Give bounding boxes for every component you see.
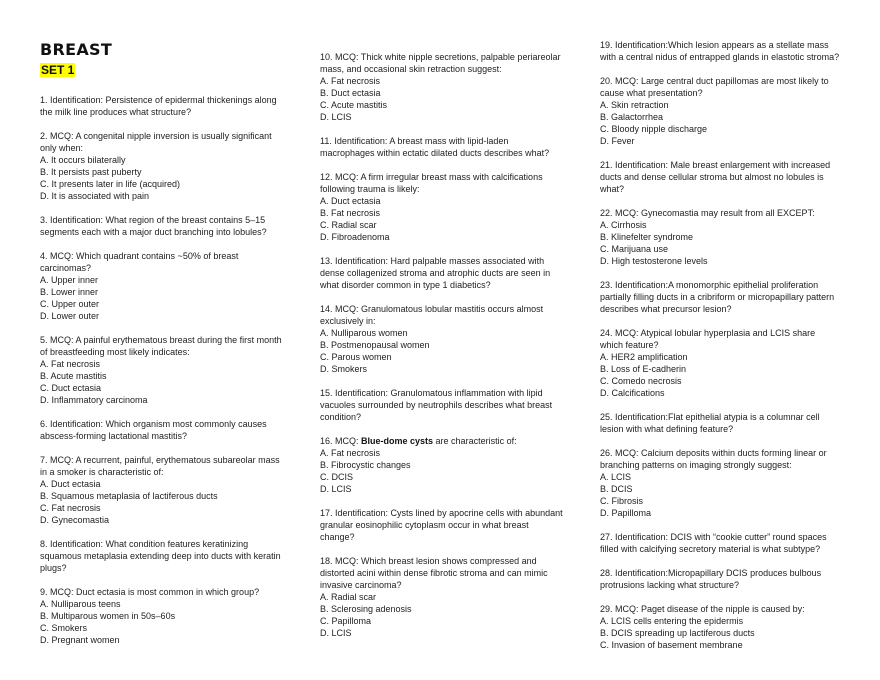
answer-option: A. Nulliparous women <box>320 328 408 338</box>
question-text: 1. Identification: Persistence of epidermal thickenings along the milk line produces what structure? <box>40 95 277 117</box>
question-stem <box>600 531 840 555</box>
document-title: BREAST <box>40 40 113 59</box>
question-text: 22. MCQ: Gynecomastia may result from all EXCEPT: <box>600 208 815 218</box>
answer-option: D. Calcifications <box>600 388 665 398</box>
question-text: 6. Identification: Which organism most commonly causes abscess-forming lactational mastitis? <box>40 419 267 441</box>
question-text: 17. Identification: Cysts lined by apocrine cells with abundant granular eosinophilic cytoplasm occur in what breast change? <box>320 508 563 542</box>
question-item <box>600 447 840 519</box>
question-item <box>320 555 565 639</box>
answer-option: D. LCIS <box>320 484 352 494</box>
question-text: 21. Identification: Male breast enlargement with increased ducts and dense cellular stroma but almost no lobules is what? <box>600 160 831 194</box>
answer-option: A. Radial scar <box>320 592 377 602</box>
question-item <box>40 454 282 526</box>
question-item <box>600 603 840 651</box>
answer-option: B. DCIS <box>600 484 633 494</box>
question-column-2 <box>320 51 565 651</box>
answer-option: A. Cirrhosis <box>600 220 647 230</box>
question-item <box>40 418 282 442</box>
question-item <box>40 94 282 118</box>
question-item <box>40 334 282 406</box>
question-item <box>600 159 840 195</box>
question-item <box>320 135 565 159</box>
answer-option: D. Lower outer <box>40 311 100 321</box>
answer-option: C. Marijuana use <box>600 244 669 254</box>
answer-option: C. Upper outer <box>40 299 100 309</box>
answer-option: C. Papilloma <box>320 616 372 626</box>
answer-option: B. Galactorrhea <box>600 112 664 122</box>
answer-option: B. Duct ectasia <box>320 88 381 98</box>
question-text: 9. MCQ: Duct ectasia is most common in which group? <box>40 587 260 597</box>
question-item <box>600 327 840 399</box>
question-text: 4. MCQ: Which quadrant contains ~50% of breast carcinomas? <box>40 251 239 273</box>
question-text: 19. Identification:Which lesion appears as a stellate mass with a central nidus of entrapped glands in elastotic stroma? <box>600 40 840 62</box>
question-text: 14. MCQ: Granulomatous lobular mastitis occurs almost exclusively in: <box>320 304 544 326</box>
set-label: SET 1 <box>41 63 75 77</box>
question-column-1 <box>40 94 282 658</box>
question-stem <box>40 214 282 238</box>
question-item <box>320 507 565 543</box>
question-item <box>320 51 565 123</box>
question-stem <box>320 135 565 159</box>
question-stem <box>40 538 282 574</box>
question-item <box>600 207 840 267</box>
answer-option: C. Acute mastitis <box>320 100 388 110</box>
question-stem <box>320 507 565 543</box>
answer-option: D. Smokers <box>320 364 368 374</box>
question-text: 15. Identification: Granulomatous inflammation with lipid vacuoles surrounded by neutrophils describes what breast condition? <box>320 388 553 422</box>
question-item <box>600 411 840 435</box>
question-text: 8. Identification: What condition features keratinizing squamous metaplasia extending deep into ducts with keratin plugs? <box>40 539 281 573</box>
question-item <box>320 387 565 423</box>
question-stem <box>600 279 840 315</box>
answer-option: C. Radial scar <box>320 220 377 230</box>
question-stem <box>40 94 282 118</box>
question-item <box>40 214 282 238</box>
question-item <box>320 255 565 291</box>
question-text: 10. MCQ: Thick white nipple secretions, palpable periareolar mass, and occasional skin retraction suggest: <box>320 52 561 74</box>
answer-option: B. Acute mastitis <box>40 371 107 381</box>
question-stem <box>600 75 840 99</box>
answer-option: A. HER2 amplification <box>600 352 688 362</box>
answer-option: B. Loss of E-cadherin <box>600 364 687 374</box>
question-stem <box>600 207 840 219</box>
question-text: 12. MCQ: A firm irregular breast mass with calcifications following trauma is likely: <box>320 172 543 194</box>
question-column-3 <box>600 39 840 663</box>
answer-option: C. Smokers <box>40 623 88 633</box>
answer-option: A. Nulliparous teens <box>40 599 121 609</box>
question-stem <box>40 130 282 154</box>
question-stem <box>600 327 840 351</box>
answer-option: D. It is associated with pain <box>40 191 150 201</box>
question-text: 5. MCQ: A painful erythematous breast during the first month of breastfeeding most likely indicates: <box>40 335 282 357</box>
answer-option: C. Fibrosis <box>600 496 644 506</box>
answer-option: B. Fibrocystic changes <box>320 460 411 470</box>
question-stem <box>600 567 840 591</box>
question-item <box>600 39 840 63</box>
answer-option: B. Multiparous women in 50s–60s <box>40 611 176 621</box>
question-bold-term: Blue-dome cysts <box>361 436 434 446</box>
answer-option: B. Sclerosing adenosis <box>320 604 412 614</box>
answer-option: D. High testosterone levels <box>600 256 708 266</box>
answer-option: C. Bloody nipple discharge <box>600 124 708 134</box>
question-text: 24. MCQ: Atypical lobular hyperplasia and LCIS share which feature? <box>600 328 816 350</box>
question-item <box>320 303 565 375</box>
answer-option: B. It persists past puberty <box>40 167 142 177</box>
question-item <box>40 130 282 202</box>
question-item <box>40 250 282 322</box>
answer-option: C. Duct ectasia <box>40 383 102 393</box>
answer-option: C. Fat necrosis <box>40 503 101 513</box>
question-item <box>600 531 840 555</box>
answer-option: D. Fever <box>600 136 635 146</box>
answer-option: A. Upper inner <box>40 275 99 285</box>
question-stem <box>600 603 840 615</box>
answer-option: A. Skin retraction <box>600 100 669 110</box>
question-text: 26. MCQ: Calcium deposits within ducts forming linear or branching patterns on imaging strongly suggest: <box>600 448 827 470</box>
answer-option: B. Fat necrosis <box>320 208 381 218</box>
question-text: 13. Identification: Hard palpable masses associated with dense collagenized stroma and atrophic ducts are seen in what disorder common in type 1 diabetics? <box>320 256 551 290</box>
question-stem <box>320 171 565 195</box>
answer-option: A. Fat necrosis <box>320 448 381 458</box>
question-text: 27. Identification: DCIS with “cookie cutter” round spaces filled with calcifying secretory material is what subtype? <box>600 532 827 554</box>
question-text: 16. MCQ: <box>320 436 362 446</box>
question-item <box>320 171 565 243</box>
question-item <box>40 586 282 646</box>
question-stem <box>600 411 840 435</box>
answer-option: D. LCIS <box>320 628 352 638</box>
question-stem <box>40 250 282 274</box>
question-text: 20. MCQ: Large central duct papillomas are most likely to cause what presentation? <box>600 76 829 98</box>
question-text: 11. Identification: A breast mass with lipid-laden macrophages within ectatic dilated ducts describes what? <box>320 136 550 158</box>
answer-option: D. Papilloma <box>600 508 652 518</box>
answer-option: B. Klinefelter syndrome <box>600 232 694 242</box>
question-text: 25. Identification:Flat epithelial atypia is a columnar cell lesion with what defining feature? <box>600 412 820 434</box>
question-stem <box>320 255 565 291</box>
answer-option: D. LCIS <box>320 112 352 122</box>
question-text: 23. Identification:A monomorphic epithelial proliferation partially filling ducts in a cribriform or micropapillary pattern describes what precursor lesion? <box>600 280 835 314</box>
question-item <box>40 538 282 574</box>
question-stem <box>40 418 282 442</box>
answer-option: B. Squamous metaplasia of lactiferous ducts <box>40 491 218 501</box>
question-stem <box>320 303 565 327</box>
answer-option: D. Gynecomastia <box>40 515 110 525</box>
question-text-after: are characteristic of: <box>433 436 517 446</box>
question-stem <box>320 387 565 423</box>
question-stem <box>600 159 840 195</box>
question-text: 29. MCQ: Paget disease of the nipple is caused by: <box>600 604 805 614</box>
answer-option: C. Comedo necrosis <box>600 376 682 386</box>
question-stem <box>600 39 840 63</box>
question-stem <box>320 51 565 75</box>
answer-option: C. It presents later in life (acquired) <box>40 179 181 189</box>
answer-option: A. Fat necrosis <box>320 76 381 86</box>
answer-option: A. Duct ectasia <box>320 196 381 206</box>
question-item <box>320 435 565 495</box>
answer-option: A. Duct ectasia <box>40 479 101 489</box>
question-text: 2. MCQ: A congenital nipple inversion is usually significant only when: <box>40 131 272 153</box>
answer-option: C. DCIS <box>320 472 354 482</box>
answer-option: D. Fibroadenoma <box>320 232 390 242</box>
question-text: 7. MCQ: A recurrent, painful, erythematous subareolar mass in a smoker is characteristic of: <box>40 455 280 477</box>
question-text: 18. MCQ: Which breast lesion shows compressed and distorted acini within dense fibrotic stroma and can mimic invasive carcinoma? <box>320 556 548 590</box>
answer-option: D. Inflammatory carcinoma <box>40 395 148 405</box>
answer-option: B. Postmenopausal women <box>320 340 430 350</box>
question-stem <box>40 586 282 598</box>
answer-option: C. Invasion of basement membrane <box>600 640 743 650</box>
question-stem <box>40 454 282 478</box>
answer-option: A. Fat necrosis <box>40 359 101 369</box>
question-stem <box>320 435 565 447</box>
answer-option: A. It occurs bilaterally <box>40 155 126 165</box>
answer-option: A. LCIS <box>600 472 632 482</box>
answer-option: D. Pregnant women <box>40 635 120 645</box>
answer-option: B. Lower inner <box>40 287 99 297</box>
question-item <box>600 279 840 315</box>
question-stem <box>40 334 282 358</box>
answer-option: B. DCIS spreading up lactiferous ducts <box>600 628 755 638</box>
question-stem <box>320 555 565 591</box>
answer-option: A. LCIS cells entering the epidermis <box>600 616 744 626</box>
question-item <box>600 567 840 591</box>
answer-option: C. Parous women <box>320 352 392 362</box>
question-text: 3. Identification: What region of the breast contains 5–15 segments each with a major duct branching into lobules? <box>40 215 267 237</box>
question-stem <box>600 447 840 471</box>
question-text: 28. Identification:Micropapillary DCIS produces bulbous protrusions lacking what structure? <box>600 568 822 590</box>
question-item <box>600 75 840 147</box>
